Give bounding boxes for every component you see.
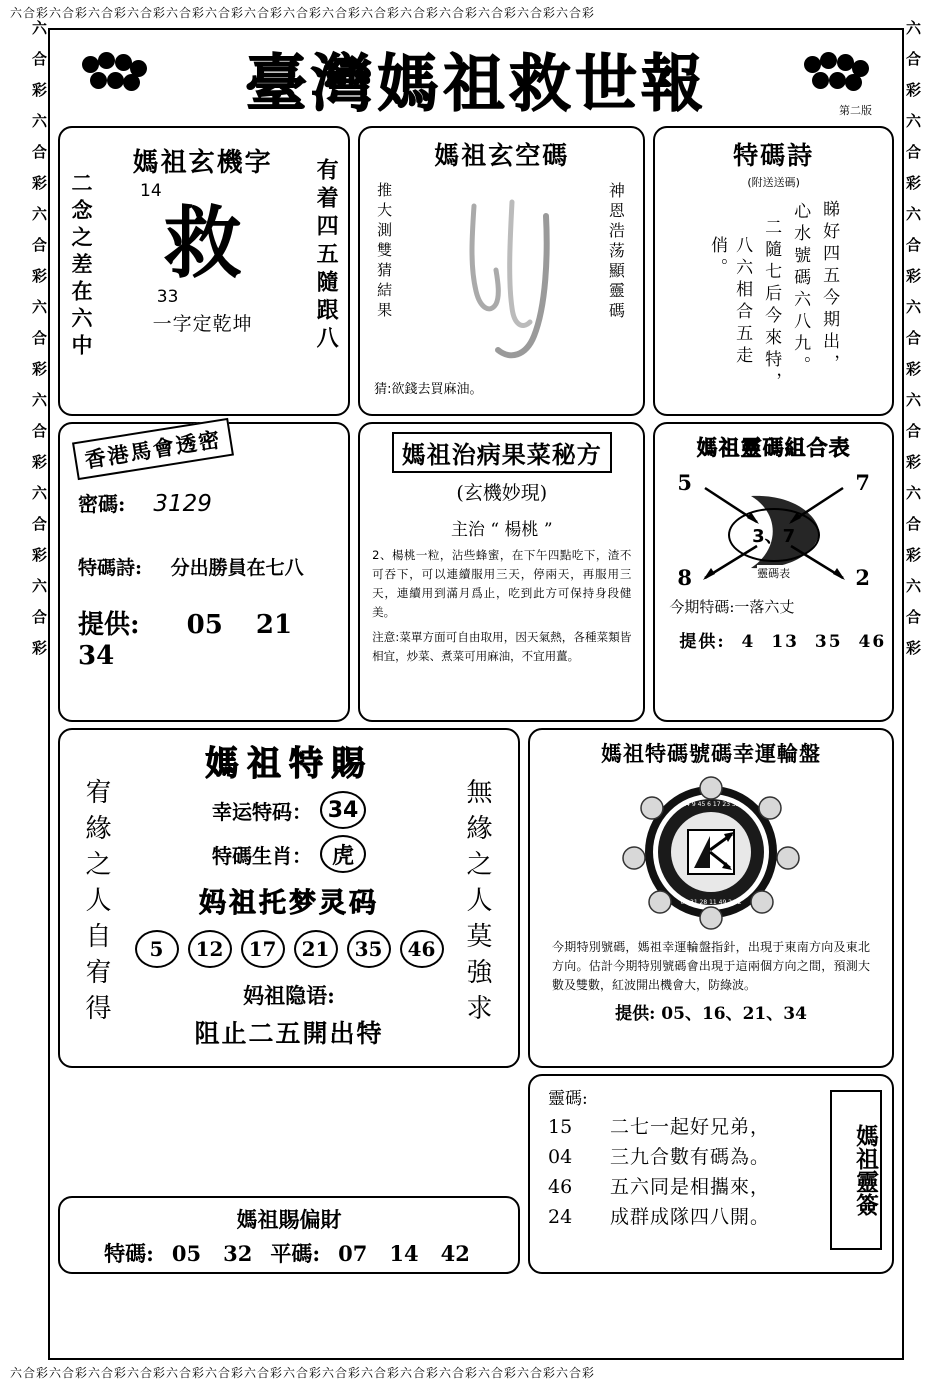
piancai-flat-number: 42 bbox=[440, 1240, 470, 1266]
piancai-flat-label: 平碼: bbox=[270, 1241, 321, 1266]
xuanji-subtitle: 一字定乾坤 bbox=[152, 313, 253, 335]
row-one bbox=[58, 126, 894, 416]
svg-text:14 9 45 6 17 23 32: 14 9 45 6 17 23 32 bbox=[682, 801, 740, 808]
teci-ball: 46 bbox=[400, 930, 444, 968]
teshi-poem-line: 睇好四五今期出， bbox=[819, 200, 840, 376]
mima-poem-label: 特碼詩: bbox=[78, 557, 143, 579]
wheel-provide-label: 提供: bbox=[615, 1004, 656, 1024]
border-side-left: 六合彩六合彩六合彩六合彩六合彩六合彩六合彩 bbox=[30, 20, 48, 671]
mima-code-row bbox=[78, 488, 348, 517]
panel-wheel bbox=[528, 728, 894, 1068]
page-frame bbox=[48, 28, 904, 1360]
teci-lucky-value: 34 bbox=[320, 791, 366, 829]
mima-provide-number: 21 bbox=[255, 610, 293, 640]
xuanji-title: 媽祖玄機字 bbox=[132, 148, 273, 178]
lingma-today-row bbox=[669, 596, 892, 617]
border-band-top: 六合彩六合彩六合彩六合彩六合彩六合彩六合彩六合彩六合彩六合彩六合彩六合彩六合彩六合彩六合彩 bbox=[10, 6, 596, 20]
border-side-right: 六合彩六合彩六合彩六合彩六合彩六合彩六合彩 bbox=[904, 20, 922, 671]
xuankong-right-column: 神恩浩荡顯靈碼 bbox=[606, 182, 626, 322]
teci-riddle-text: 阻止二五開出特 bbox=[194, 1019, 384, 1048]
piancai-special-number: 32 bbox=[223, 1240, 253, 1266]
panel-lingma-list bbox=[528, 1074, 894, 1274]
lingma-center-value: 3、7 bbox=[728, 508, 820, 562]
lingma-list-stamp: 媽祖靈簽 bbox=[830, 1090, 882, 1250]
piancai-special-label: 特碼: bbox=[104, 1241, 154, 1266]
page-title: 臺灣媽祖救世報 bbox=[244, 46, 707, 120]
xuanji-left-column: 二念之差在六中 bbox=[69, 172, 94, 361]
teci-ball: 17 bbox=[241, 930, 285, 968]
row-two bbox=[58, 422, 894, 722]
panel-mima bbox=[58, 422, 350, 722]
xuankong-title: 媽祖玄空碼 bbox=[434, 141, 570, 170]
teshi-subtitle: (附送送碼) bbox=[747, 176, 800, 189]
piancai-flat-number: 07 bbox=[338, 1240, 368, 1266]
lingma-list-text: 三九合數有碼為。 bbox=[610, 1146, 771, 1168]
wheel-provide-numbers: 05、16、21、34 bbox=[661, 1004, 807, 1024]
teci-zodiac-value: 虎 bbox=[320, 835, 366, 873]
row-four bbox=[58, 1074, 894, 1274]
wheel-description: 今期特別號碼，媽祖幸運輪盤指針，出現于東南方向及東北方向。估計今期特別號碼會出現于這兩個方向之間，預測大數及雙數，紅波開出機會大，防綠波。 bbox=[552, 940, 870, 992]
teshi-poem-line: 心水號碼六八九。 bbox=[790, 202, 811, 378]
teci-zodiac-row bbox=[60, 835, 518, 873]
lingma-list-text: 成群成隊四八開。 bbox=[610, 1206, 771, 1228]
mima-provide-number: 34 bbox=[78, 641, 115, 671]
teci-dream-title: 妈祖托梦灵码 bbox=[199, 888, 379, 919]
mima-stamp: 香港馬會透密 bbox=[72, 418, 234, 480]
lingma-list-number: 15 bbox=[548, 1116, 573, 1138]
lingma-list-number: 46 bbox=[548, 1176, 573, 1198]
teshi-poem-line: 八六相合五走俏。 bbox=[707, 236, 753, 368]
lingma-provide-number: 4 bbox=[741, 632, 756, 652]
lingma-list-text: 五六同是相攜來， bbox=[610, 1176, 771, 1198]
teshi-poem bbox=[655, 200, 892, 400]
xuanji-right-column: 有着四五隨跟八 bbox=[313, 158, 340, 354]
teci-ball: 12 bbox=[188, 930, 232, 968]
teci-ball: 21 bbox=[294, 930, 338, 968]
teci-ball: 5 bbox=[135, 930, 179, 968]
lingma-corner-tl: 5 bbox=[677, 470, 692, 495]
teci-right-calligraphy: 無緣之人莫強求 bbox=[462, 778, 492, 1030]
xuankong-left-column: 推大測雙猜結果 bbox=[375, 182, 394, 322]
lingma-provide-number: 35 bbox=[814, 632, 843, 652]
guocai-main: 主治 “ 楊桃 ” bbox=[450, 520, 553, 540]
lingma-table-title: 媽祖靈碼組合表 bbox=[696, 435, 851, 460]
lingma-corner-br: 2 bbox=[855, 565, 870, 590]
mima-code-value: 3129 bbox=[153, 491, 212, 517]
masthead bbox=[58, 36, 894, 120]
panel-xuanji bbox=[58, 126, 350, 416]
wheel-title: 媽祖特碼號碼幸運輪盤 bbox=[601, 741, 821, 766]
piancai-flat-number: 14 bbox=[389, 1240, 419, 1266]
piancai-special-number: 05 bbox=[171, 1240, 202, 1266]
edition-label: 第二版 bbox=[839, 104, 872, 117]
lingma-provide-number: 13 bbox=[771, 632, 799, 652]
panel-guocai bbox=[358, 422, 645, 722]
lingma-list-heading: 靈碼: bbox=[548, 1089, 588, 1109]
guocai-subtitle: (玄機妙現) bbox=[456, 482, 548, 504]
panel-teshi bbox=[653, 126, 894, 416]
teshi-poem-line: 二隨七后今來特， bbox=[761, 218, 782, 394]
guocai-note: 注意:菜單方面可自由取用，因天氣熱，各種菜類皆相宜，炒菜、煮菜可用麻油，不宜用薑。 bbox=[372, 630, 632, 663]
teci-title: 媽祖特賜 bbox=[205, 744, 373, 784]
mima-code-label: 密碼: bbox=[78, 492, 126, 516]
wheel-provide-row bbox=[530, 999, 892, 1024]
lingma-provide-row bbox=[669, 627, 892, 652]
brush-stroke-glyph-icon bbox=[450, 196, 580, 371]
xuanji-big-character: 救 bbox=[163, 198, 242, 289]
lucky-wheel-icon bbox=[606, 772, 816, 932]
lingma-today-label: 今期特碼: bbox=[669, 598, 735, 616]
teci-left-calligraphy: 宥緣之人自宥得 bbox=[81, 778, 111, 1030]
xuanji-number-bottom: 33 bbox=[156, 287, 179, 307]
panel-piancai bbox=[58, 1196, 520, 1274]
lingma-list-number: 04 bbox=[548, 1146, 573, 1168]
panel-teci bbox=[58, 728, 520, 1068]
lingma-today-value: 一落六丈 bbox=[734, 598, 795, 616]
lingma-corner-tr: 7 bbox=[855, 470, 870, 495]
xuanji-number-top: 14 bbox=[140, 181, 162, 201]
teci-ball: 35 bbox=[347, 930, 391, 968]
panel-xuankong bbox=[358, 126, 645, 416]
guocai-body: 2、楊桃一粒，沾些蜂蜜，在下午四點吃下，渣不可吞下，可以連續服用三天，停兩天，再服用三天，連續用到滿月爲止，吃到此方可保持身段健美。 bbox=[372, 548, 632, 619]
lingma-list-text: 二七一起好兄弟， bbox=[610, 1116, 771, 1138]
lingma-center-caption: 靈碼表 bbox=[757, 567, 791, 580]
border-band-bottom: 六合彩六合彩六合彩六合彩六合彩六合彩六合彩六合彩六合彩六合彩六合彩六合彩六合彩六合彩六合彩 bbox=[10, 1366, 596, 1380]
teshi-title: 特碼詩 bbox=[733, 141, 815, 170]
teci-lucky-label: 幸运特码： bbox=[212, 799, 312, 824]
lingma-corner-bl: 8 bbox=[677, 565, 692, 590]
teci-riddle-label: 妈祖隐语: bbox=[243, 983, 335, 1008]
mima-provide-label: 提供: bbox=[78, 610, 140, 640]
teci-lucky-row bbox=[60, 791, 518, 829]
teci-ball-list bbox=[60, 930, 518, 968]
svg-text:07 31 28 11 49 24 2: 07 31 28 11 49 24 2 bbox=[680, 899, 742, 906]
xuankong-footer: 猜:欲錢去買麻油。 bbox=[374, 382, 483, 397]
lingma-diagram bbox=[655, 466, 892, 596]
wheel-graphic bbox=[530, 772, 892, 932]
mima-provide-number: 05 bbox=[186, 610, 223, 640]
cloud-ornament-left-icon bbox=[82, 52, 148, 98]
lingma-provide-label: 提供: bbox=[679, 632, 726, 652]
mima-provide-row bbox=[78, 604, 348, 671]
row-three bbox=[58, 728, 894, 1068]
mima-poem-value: 分出勝員在七八 bbox=[170, 557, 304, 579]
mima-poem-row bbox=[78, 553, 348, 580]
piancai-title: 媽祖賜偏財 bbox=[236, 1207, 342, 1232]
lingma-provide-number: 46 bbox=[858, 632, 887, 652]
lingma-list-number: 24 bbox=[548, 1206, 573, 1228]
panel-lingma-table bbox=[653, 422, 894, 722]
piancai-numbers-row bbox=[60, 1238, 518, 1268]
teci-zodiac-label: 特碼生肖： bbox=[212, 843, 312, 868]
guocai-title: 媽祖治病果菜秘方 bbox=[392, 432, 612, 473]
cloud-ornament-right-icon bbox=[804, 52, 870, 98]
